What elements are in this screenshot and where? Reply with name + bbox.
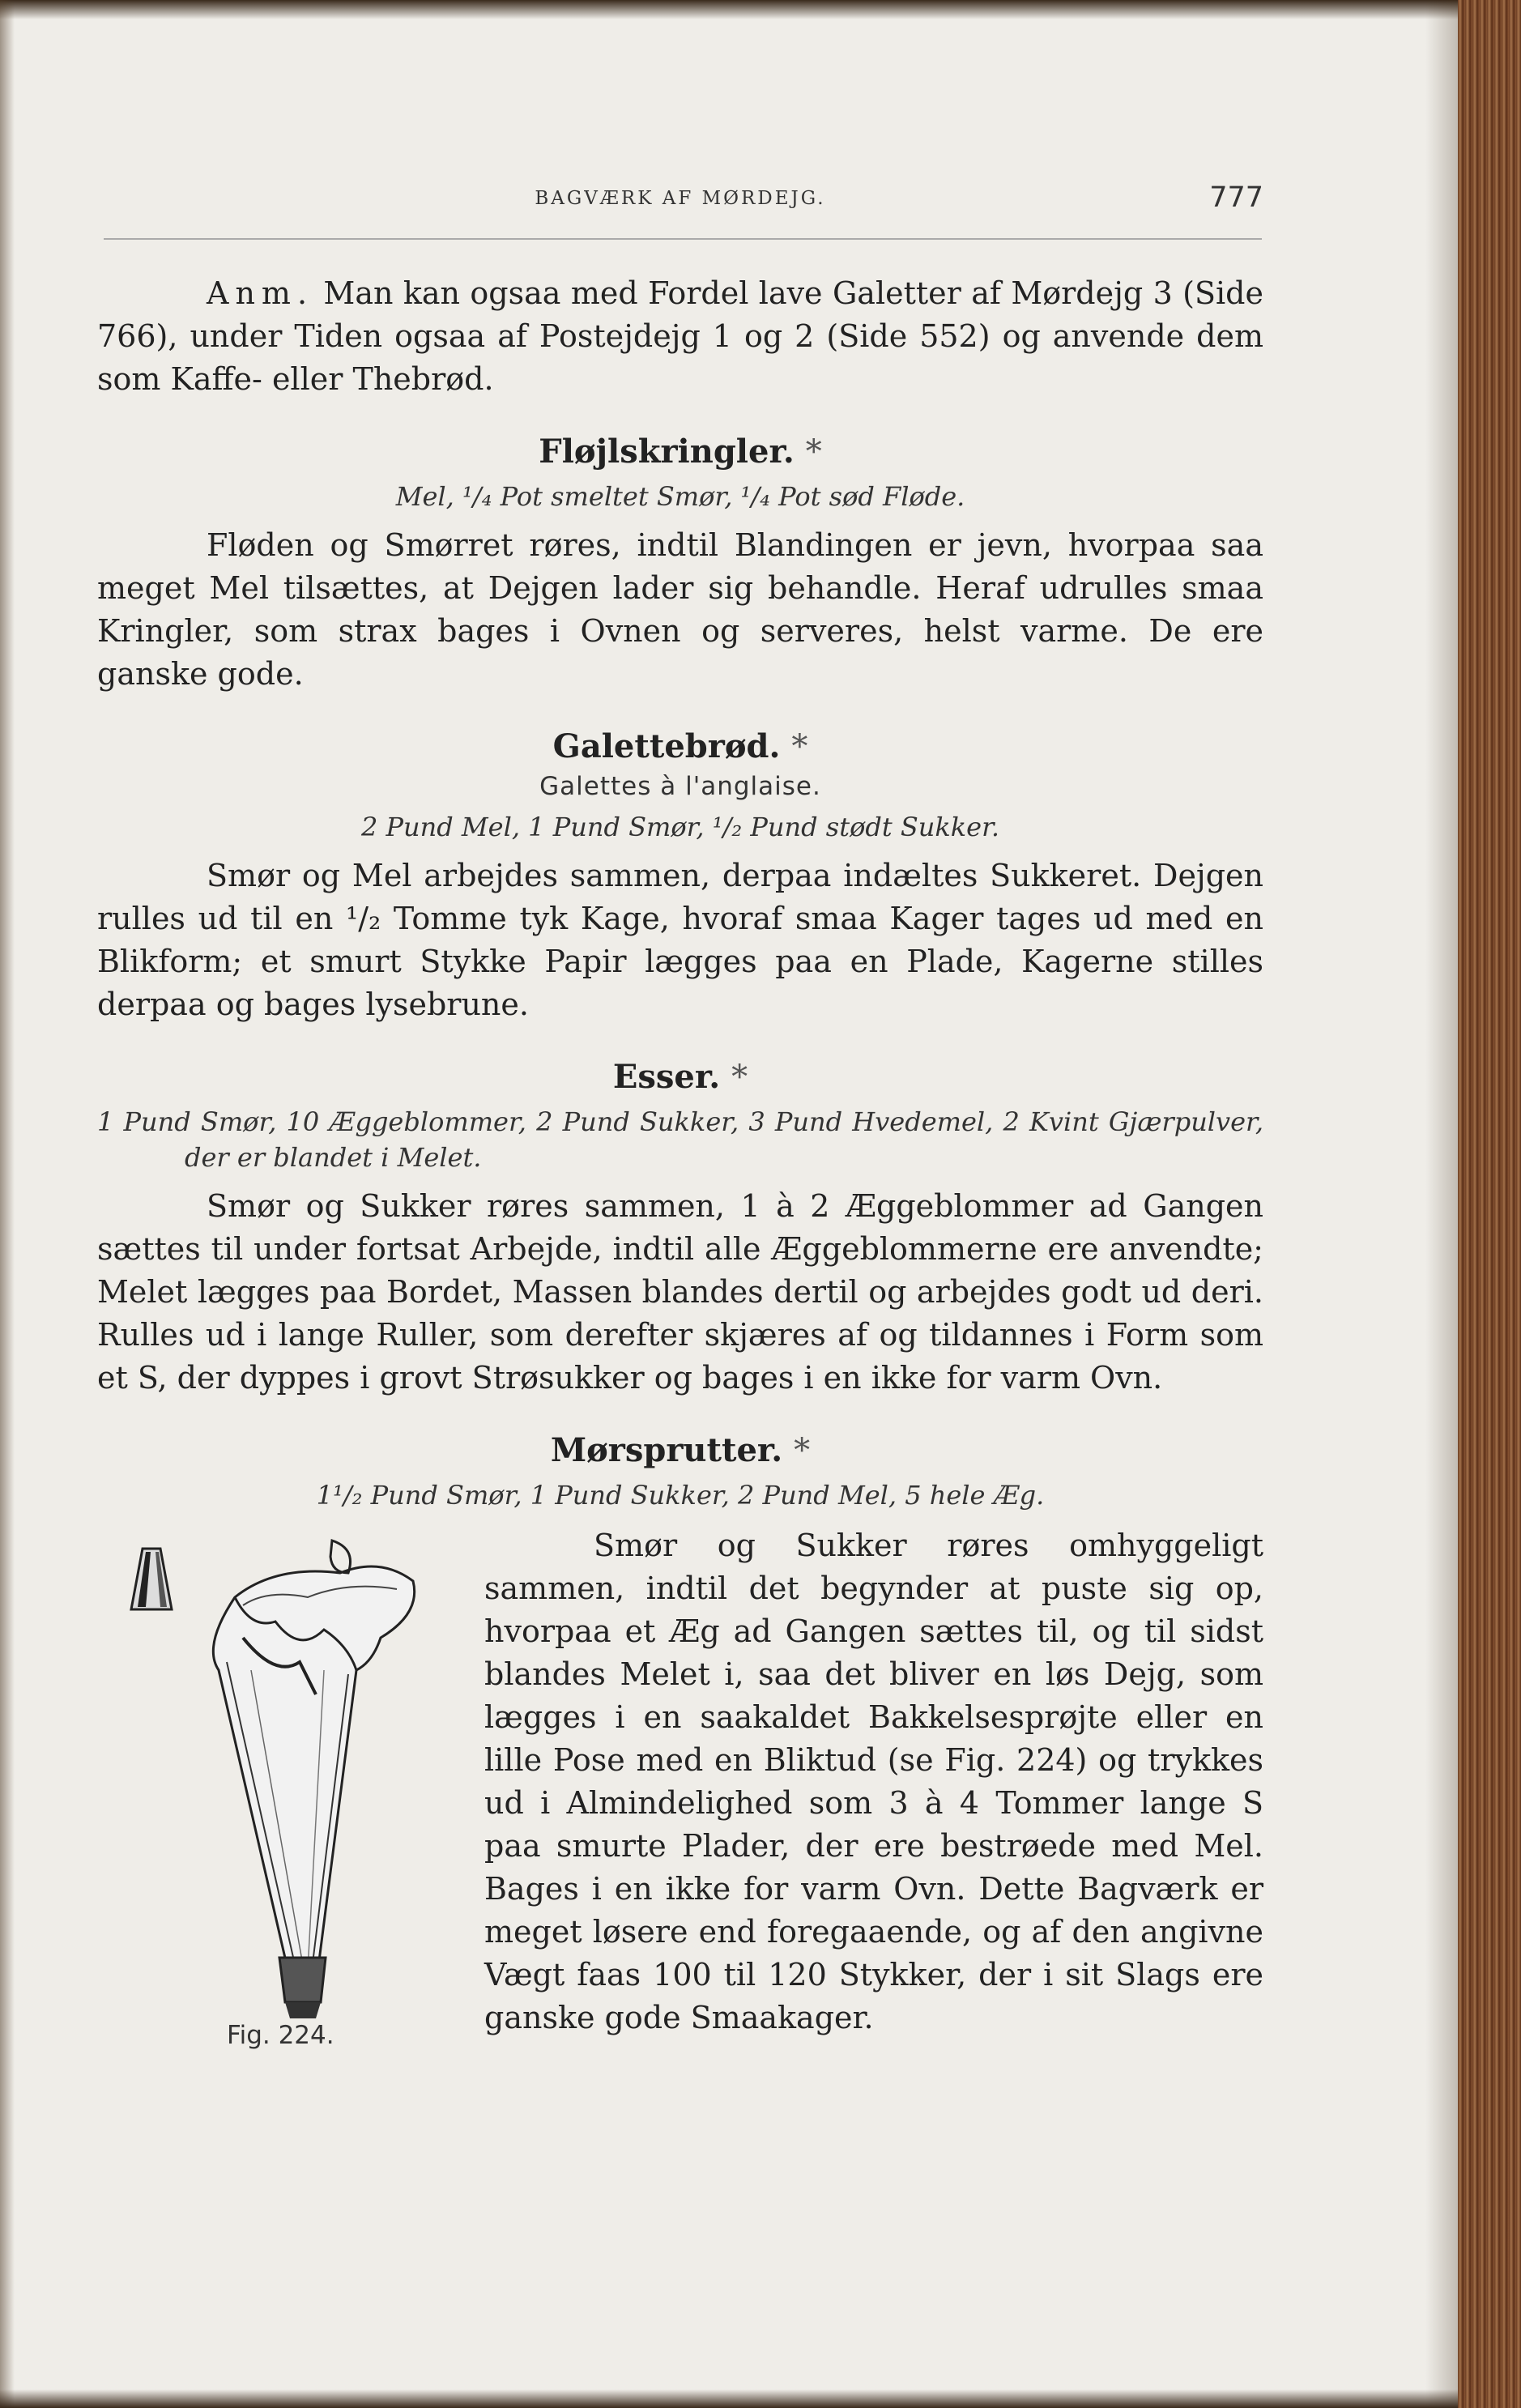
piping-bag-icon bbox=[213, 1541, 414, 2018]
recipe-ingredients: Mel, ¹/₄ Pot smeltet Smør, ¹/₄ Pot sød Fløde. bbox=[395, 481, 965, 512]
page-content bbox=[97, 272, 1263, 2075]
figure-caption: Fig. 224. bbox=[227, 2021, 334, 2050]
star-mark: * bbox=[794, 1432, 811, 1469]
recipe-title bbox=[97, 1055, 1263, 1099]
recipe-title-text: Mørsprutter. bbox=[550, 1431, 783, 1469]
recipe-body: Smør og Sukker røres sammen, 1 à 2 Æggeblommer ad Gangen sættes til under fortsat Arbejde, indtil alle Æggeblommerne ere anvendte; Melet lægges paa Bordet, Massen blandes dertil og arbejdes godt ud deri. Rulles ud i lange Ruller, som derefter skjæres af og tildannes i Form som et S, der dyppes i grovt Strøsukker og bages i en ikke for varm Ovn. bbox=[97, 1188, 1263, 1396]
recipe-ingredients: 2 Pund Mel, 1 Pund Smør, ¹/₂ Pund stødt Sukker. bbox=[360, 812, 1000, 842]
recipe-body: Smør og Mel arbejdes sammen, derpaa indæltes Sukkeret. Dejgen rulles ud til en ¹/₂ Tomme tyk Kage, hvoraf smaa Kager tages ud med en Blikform; et smurt Stykke Papir lægges paa en Plade, Kagerne stilles derpaa og bages lysebrune. bbox=[97, 858, 1263, 1022]
recipe-title bbox=[97, 1429, 1263, 1473]
recipe-title bbox=[97, 430, 1263, 474]
recipe-body: Smør og Sukker røres omhyggeligt sammen, indtil det begynder at puste sig op, hvorpaa et Æg ad Gangen sættes til, og til sidst blandes Melet i, saa det bliver en løs Dejg, som lægges i en saakaldet Bakkelsesprøjte eller en lille Pose med en Bliktud (se Fig. 224) og trykkes ud i Almindelighed som 3 à 4 Tommer lange S paa smurte Plader, der ere bestrøede med Mel. Bages i en ikke for varm Ovn. Dette Bagværk er meget løsere end foregaaende, og af den angivne Vægt faas 100 til 120 Stykker, der i sit Slags ere ganske gode Smaakager. bbox=[484, 1528, 1263, 2035]
book-page-edges bbox=[1458, 0, 1521, 2408]
page-curve-shadow bbox=[1425, 0, 1458, 2408]
note-label: Anm. bbox=[207, 275, 314, 311]
page-header bbox=[97, 181, 1263, 214]
recipe-ingredients: 1 Pund Smør, 10 Æggeblommer, 2 Pund Sukker, 3 Pund Hvedemel, 2 Kvint Gjærpulver, der er blandet i Melet. bbox=[97, 1106, 1263, 1173]
star-mark: * bbox=[791, 728, 808, 765]
nozzle-icon bbox=[131, 1549, 172, 1609]
recipe-title-text: Fløjlskringler. bbox=[539, 433, 795, 471]
recipe-title-text: Esser. bbox=[612, 1058, 721, 1096]
recipe-subtitle: Galettes à l'anglaise. bbox=[539, 772, 821, 801]
piping-bag-illustration bbox=[113, 1532, 494, 2051]
figure-block bbox=[97, 1524, 1263, 2075]
header-rule bbox=[104, 238, 1262, 240]
recipe-title bbox=[97, 725, 1263, 769]
page-gutter-shadow bbox=[0, 0, 15, 2408]
star-mark: * bbox=[805, 433, 822, 471]
note-text: Man kan ogsaa med Fordel lave Galetter af Mørdejg 3 (Side 766), under Tiden ogsaa af Postejdejg 1 og 2 (Side 552) og anvende dem som Kaffe- eller Thebrød. bbox=[97, 275, 1263, 397]
figure-side-text bbox=[484, 1524, 1263, 2039]
recipe-ingredients: 1¹/₂ Pund Smør, 1 Pund Sukker, 2 Pund Mel, 5 hele Æg. bbox=[316, 1480, 1045, 1511]
note-paragraph bbox=[97, 272, 1263, 401]
recipe-body: Fløden og Smørret røres, indtil Blandingen er jevn, hvorpaa saa meget Mel tilsættes, at Dejgen lader sig behandle. Heraf udrulles smaa Kringler, som strax bages i Ovnen og serveres, helst varme. De ere ganske gode. bbox=[97, 527, 1263, 692]
running-head: BAGVÆRK AF MØRDEJG. bbox=[535, 188, 826, 209]
page-number: 777 bbox=[1209, 181, 1263, 214]
recipe-title-text: Galettebrød. bbox=[552, 727, 781, 765]
star-mark: * bbox=[731, 1059, 748, 1096]
page-top-shadow bbox=[0, 0, 1458, 19]
page-bottom-shadow bbox=[0, 2389, 1458, 2408]
